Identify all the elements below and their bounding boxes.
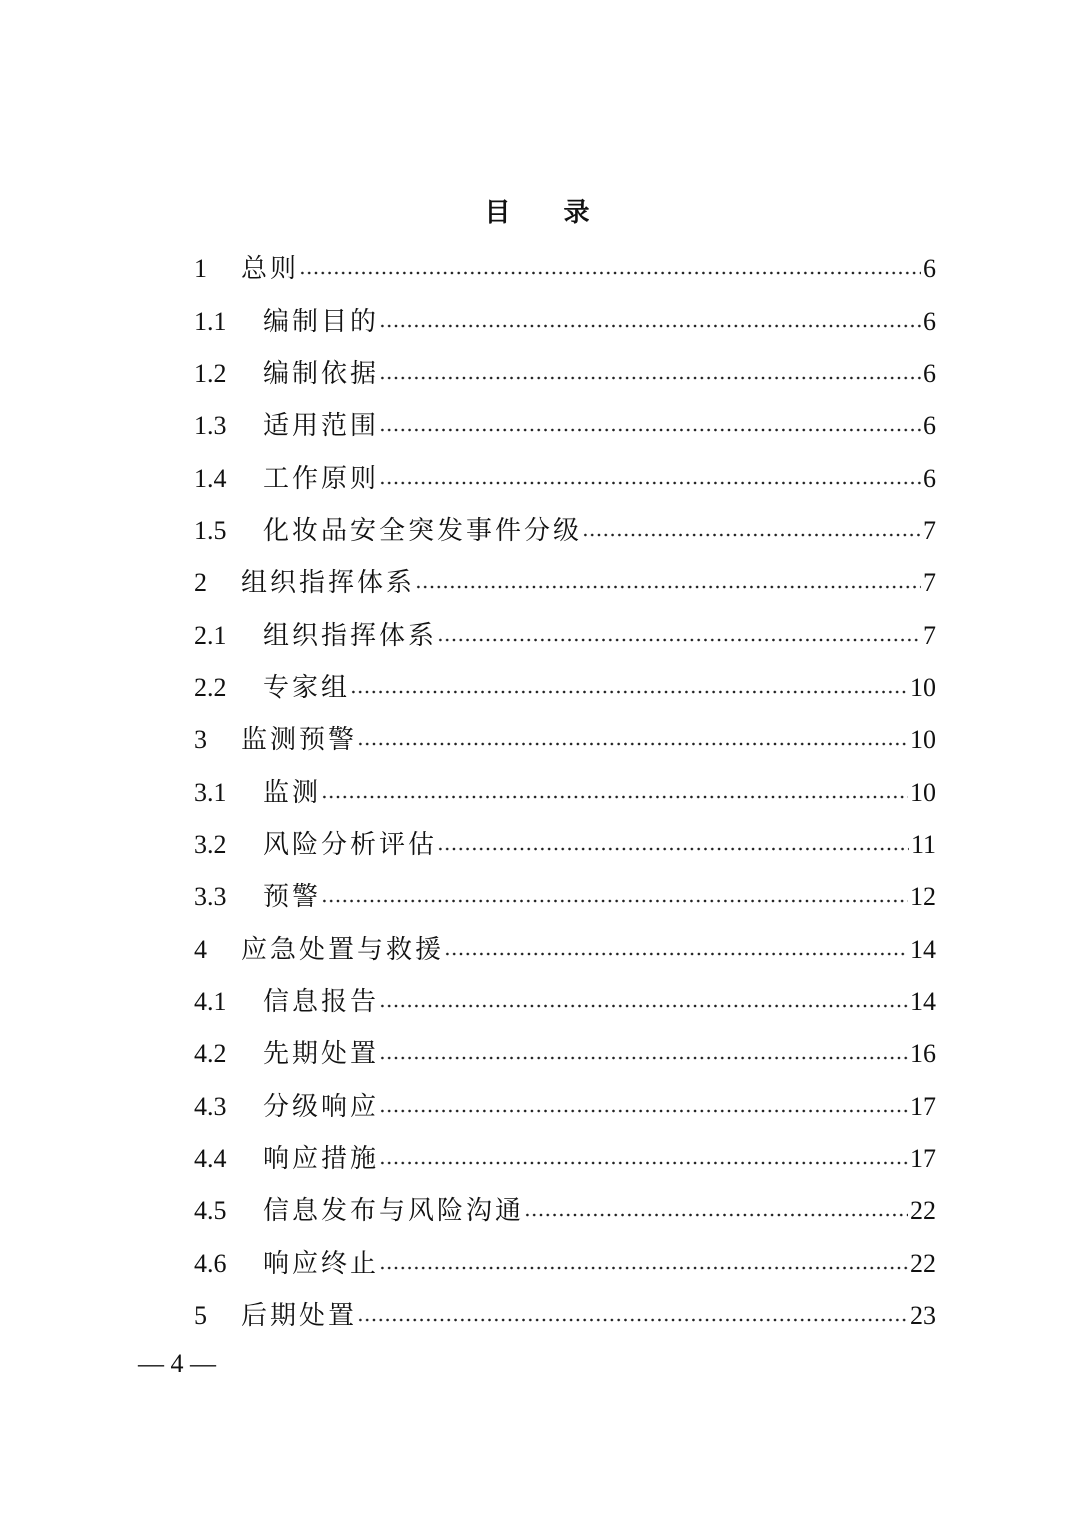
toc-entry: [194, 766, 936, 818]
toc-entry-number: 1.4: [194, 463, 227, 493]
toc-entry-title: 分级响应: [263, 1091, 380, 1122]
toc-entry-title: 信息报告: [263, 986, 380, 1017]
toc-entry: [194, 1028, 936, 1080]
toc-entry-title: 后期处置: [241, 1301, 358, 1332]
toc-entry-page: 16: [910, 1039, 936, 1069]
toc-entry: [194, 819, 936, 871]
toc-entry: [194, 714, 936, 766]
toc-entry-title: 编制依据: [263, 358, 380, 389]
toc-entry: [194, 1290, 936, 1342]
toc-dot-leader: [379, 1109, 908, 1113]
toc-entry-page: 6: [923, 306, 936, 336]
toc-entry-page: 17: [910, 1144, 936, 1174]
table-of-contents: [194, 243, 936, 1342]
toc-entry-page: 7: [923, 620, 936, 650]
toc-entry: [194, 609, 936, 661]
toc-entry-number: 4.4: [194, 1144, 227, 1174]
toc-entry-title: 化妆品安全突发事件分级: [263, 515, 583, 546]
toc-entry-title: 响应措施: [263, 1144, 380, 1175]
toc-entry-number: 2: [194, 568, 207, 598]
toc-dot-leader: [437, 847, 909, 851]
toc-entry: [194, 1238, 936, 1290]
toc-entry-page: 6: [923, 463, 936, 493]
toc-entry-page: 17: [910, 1091, 936, 1121]
toc-entry-number: 3: [194, 725, 207, 755]
toc-entry-title: 应急处置与救援: [241, 934, 445, 965]
toc-dot-leader: [524, 1213, 908, 1217]
toc-entry-number: 4: [194, 934, 207, 964]
toc-entry: [194, 348, 936, 400]
toc-entry-title: 风险分析评估: [263, 829, 438, 860]
toc-entry-number: 4.3: [194, 1091, 227, 1121]
toc-entry-number: 4.2: [194, 1039, 227, 1069]
toc-entry-page: 6: [923, 411, 936, 441]
toc-entry: [194, 452, 936, 504]
toc-entry-title: 适用范围: [263, 411, 380, 442]
toc-entry: [194, 976, 936, 1028]
toc-dot-leader: [379, 376, 921, 380]
toc-dot-leader: [321, 795, 908, 799]
toc-entry-number: 2.1: [194, 620, 227, 650]
toc-entry: [194, 923, 936, 975]
toc-entry: [194, 243, 936, 295]
toc-entry-title: 总则: [241, 254, 300, 285]
toc-entry-page: 22: [910, 1248, 936, 1278]
page-number: — 4 —: [138, 1349, 216, 1378]
toc-entry-page: 14: [910, 934, 936, 964]
toc-entry-number: 1.2: [194, 358, 227, 388]
toc-dot-leader: [357, 1318, 908, 1322]
toc-entry: [194, 400, 936, 452]
toc-entry-page: 10: [910, 725, 936, 755]
toc-dot-leader: [379, 324, 921, 328]
toc-entry: [194, 1185, 936, 1237]
toc-dot-leader: [299, 271, 921, 275]
toc-dot-leader: [350, 690, 908, 694]
toc-entry-number: 1.1: [194, 306, 227, 336]
toc-dot-leader: [415, 585, 921, 589]
toc-entry-number: 1.5: [194, 515, 227, 545]
toc-dot-leader: [379, 428, 921, 432]
toc-dot-leader: [357, 742, 908, 746]
toc-entry-page: 22: [910, 1196, 936, 1226]
toc-entry-number: 4.6: [194, 1248, 227, 1278]
toc-entry-number: 3.3: [194, 882, 227, 912]
toc-dot-leader: [379, 1161, 908, 1165]
toc-entry: [194, 557, 936, 609]
toc-entry-number: 3.2: [194, 829, 227, 859]
toc-entry-page: 7: [923, 568, 936, 598]
toc-dot-leader: [379, 1266, 908, 1270]
toc-entry-number: 2.2: [194, 672, 227, 702]
toc-entry: [194, 295, 936, 347]
toc-dot-leader: [379, 1004, 908, 1008]
toc-entry-number: 1: [194, 254, 207, 284]
toc-entry-title: 编制目的: [263, 306, 380, 337]
toc-entry-number: 5: [194, 1301, 207, 1331]
toc-dot-leader: [379, 1056, 908, 1060]
toc-dot-leader: [582, 533, 921, 537]
toc-entry-title: 组织指挥体系: [263, 620, 438, 651]
toc-entry-title: 专家组: [263, 672, 351, 703]
toc-entry-page: 6: [923, 358, 936, 388]
toc-entry-number: 3.1: [194, 777, 227, 807]
toc-entry-number: 4.1: [194, 986, 227, 1016]
toc-entry-title: 组织指挥体系: [241, 568, 416, 599]
toc-entry-title: 信息发布与风险沟通: [263, 1196, 525, 1227]
toc-dot-leader: [444, 952, 908, 956]
toc-entry-title: 预警: [263, 882, 322, 913]
toc-dot-leader: [321, 899, 908, 903]
toc-entry-page: 11: [910, 829, 936, 859]
toc-entry-page: 10: [910, 777, 936, 807]
toc-entry: [194, 871, 936, 923]
toc-entry-page: 14: [910, 986, 936, 1016]
toc-entry-title: 监测预警: [241, 725, 358, 756]
toc-entry-title: 先期处置: [263, 1039, 380, 1070]
toc-entry-number: 4.5: [194, 1196, 227, 1226]
toc-entry: [194, 662, 936, 714]
toc-entry-title: 响应终止: [263, 1248, 380, 1279]
toc-entry-page: 6: [923, 254, 936, 284]
toc-entry: [194, 1133, 936, 1185]
toc-entry: [194, 505, 936, 557]
toc-entry-number: 1.3: [194, 411, 227, 441]
page-title: 目 录: [484, 198, 612, 228]
toc-entry-page: 10: [910, 672, 936, 702]
toc-entry-title: 监测: [263, 777, 322, 808]
toc-entry-page: 12: [910, 882, 936, 912]
toc-entry-page: 7: [923, 515, 936, 545]
toc-dot-leader: [437, 638, 921, 642]
toc-entry: [194, 1081, 936, 1133]
toc-entry-page: 23: [910, 1301, 936, 1331]
toc-entry-title: 工作原则: [263, 463, 380, 494]
toc-dot-leader: [379, 481, 921, 485]
